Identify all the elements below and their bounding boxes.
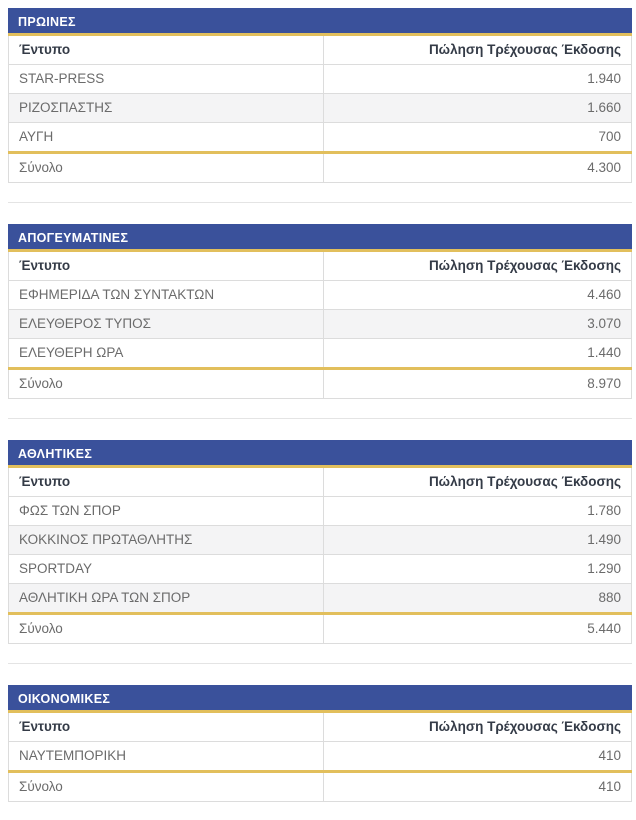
cell-sales-value: 410 [323,742,631,772]
table-title: ΑΠΟΓΕΥΜΑΤΙΝΕΣ [8,224,632,252]
sales-table [8,468,632,644]
cell-publication-name: STAR-PRESS [9,65,324,94]
table-row [9,555,632,584]
category-table [8,440,632,644]
cell-publication-name: ΕΦΗΜΕΡΙΔΑ ΤΩΝ ΣΥΝΤΑΚΤΩΝ [9,281,324,310]
cell-sales-value: 1.660 [323,94,631,123]
tables-container [8,8,632,802]
column-header-sales: Πώληση Τρέχουσας Έκδοσης [323,252,631,281]
total-label: Σύνολο [9,153,324,183]
cell-publication-name: ΡΙΖΟΣΠΑΣΤΗΣ [9,94,324,123]
cell-sales-value: 4.460 [323,281,631,310]
table-title: ΠΡΩΙΝΕΣ [8,8,632,36]
total-label: Σύνολο [9,614,324,644]
table-row [9,742,632,772]
total-label: Σύνολο [9,772,324,802]
total-value: 8.970 [323,369,631,399]
column-header-row [9,252,632,281]
section-divider [8,202,632,203]
cell-publication-name: ΑΥΓΗ [9,123,324,153]
table-row [9,310,632,339]
table-row [9,94,632,123]
total-row [9,153,632,183]
table-row [9,584,632,614]
table-title: ΟΙΚΟΝΟΜΙΚΕΣ [8,685,632,713]
cell-publication-name: ΚΟΚΚΙΝΟΣ ΠΡΩΤΑΘΛΗΤΗΣ [9,526,324,555]
cell-publication-name: ΕΛΕΥΘΕΡΗ ΩΡΑ [9,339,324,369]
total-value: 4.300 [323,153,631,183]
column-header-row [9,713,632,742]
cell-sales-value: 3.070 [323,310,631,339]
cell-sales-value: 1.290 [323,555,631,584]
total-value: 410 [323,772,631,802]
total-row [9,772,632,802]
section-divider [8,663,632,664]
column-header-sales: Πώληση Τρέχουσας Έκδοσης [323,36,631,65]
cell-publication-name: ΝΑΥΤΕΜΠΟΡΙΚΗ [9,742,324,772]
table-row [9,281,632,310]
column-header-row [9,468,632,497]
sales-table [8,36,632,183]
total-value: 5.440 [323,614,631,644]
cell-sales-value: 1.780 [323,497,631,526]
cell-sales-value: 880 [323,584,631,614]
cell-sales-value: 1.440 [323,339,631,369]
cell-publication-name: ΑΘΛΗΤΙΚΗ ΩΡΑ ΤΩΝ ΣΠΟΡ [9,584,324,614]
sales-table [8,713,632,802]
column-header-row [9,36,632,65]
column-header-entypo: Έντυπο [9,713,324,742]
total-label: Σύνολο [9,369,324,399]
cell-sales-value: 1.490 [323,526,631,555]
cell-sales-value: 700 [323,123,631,153]
column-header-sales: Πώληση Τρέχουσας Έκδοσης [323,468,631,497]
section-divider [8,418,632,419]
column-header-entypo: Έντυπο [9,36,324,65]
sales-table [8,252,632,399]
cell-publication-name: ΕΛΕΥΘΕΡΟΣ ΤΥΠΟΣ [9,310,324,339]
category-table [8,8,632,183]
column-header-entypo: Έντυπο [9,252,324,281]
table-row [9,526,632,555]
column-header-sales: Πώληση Τρέχουσας Έκδοσης [323,713,631,742]
category-table [8,685,632,802]
table-title: ΑΘΛΗΤΙΚΕΣ [8,440,632,468]
total-row [9,614,632,644]
table-row [9,65,632,94]
total-row [9,369,632,399]
category-table [8,224,632,399]
column-header-entypo: Έντυπο [9,468,324,497]
cell-sales-value: 1.940 [323,65,631,94]
cell-publication-name: ΦΩΣ ΤΩΝ ΣΠΟΡ [9,497,324,526]
cell-publication-name: SPORTDAY [9,555,324,584]
table-row [9,497,632,526]
table-row [9,123,632,153]
table-row [9,339,632,369]
